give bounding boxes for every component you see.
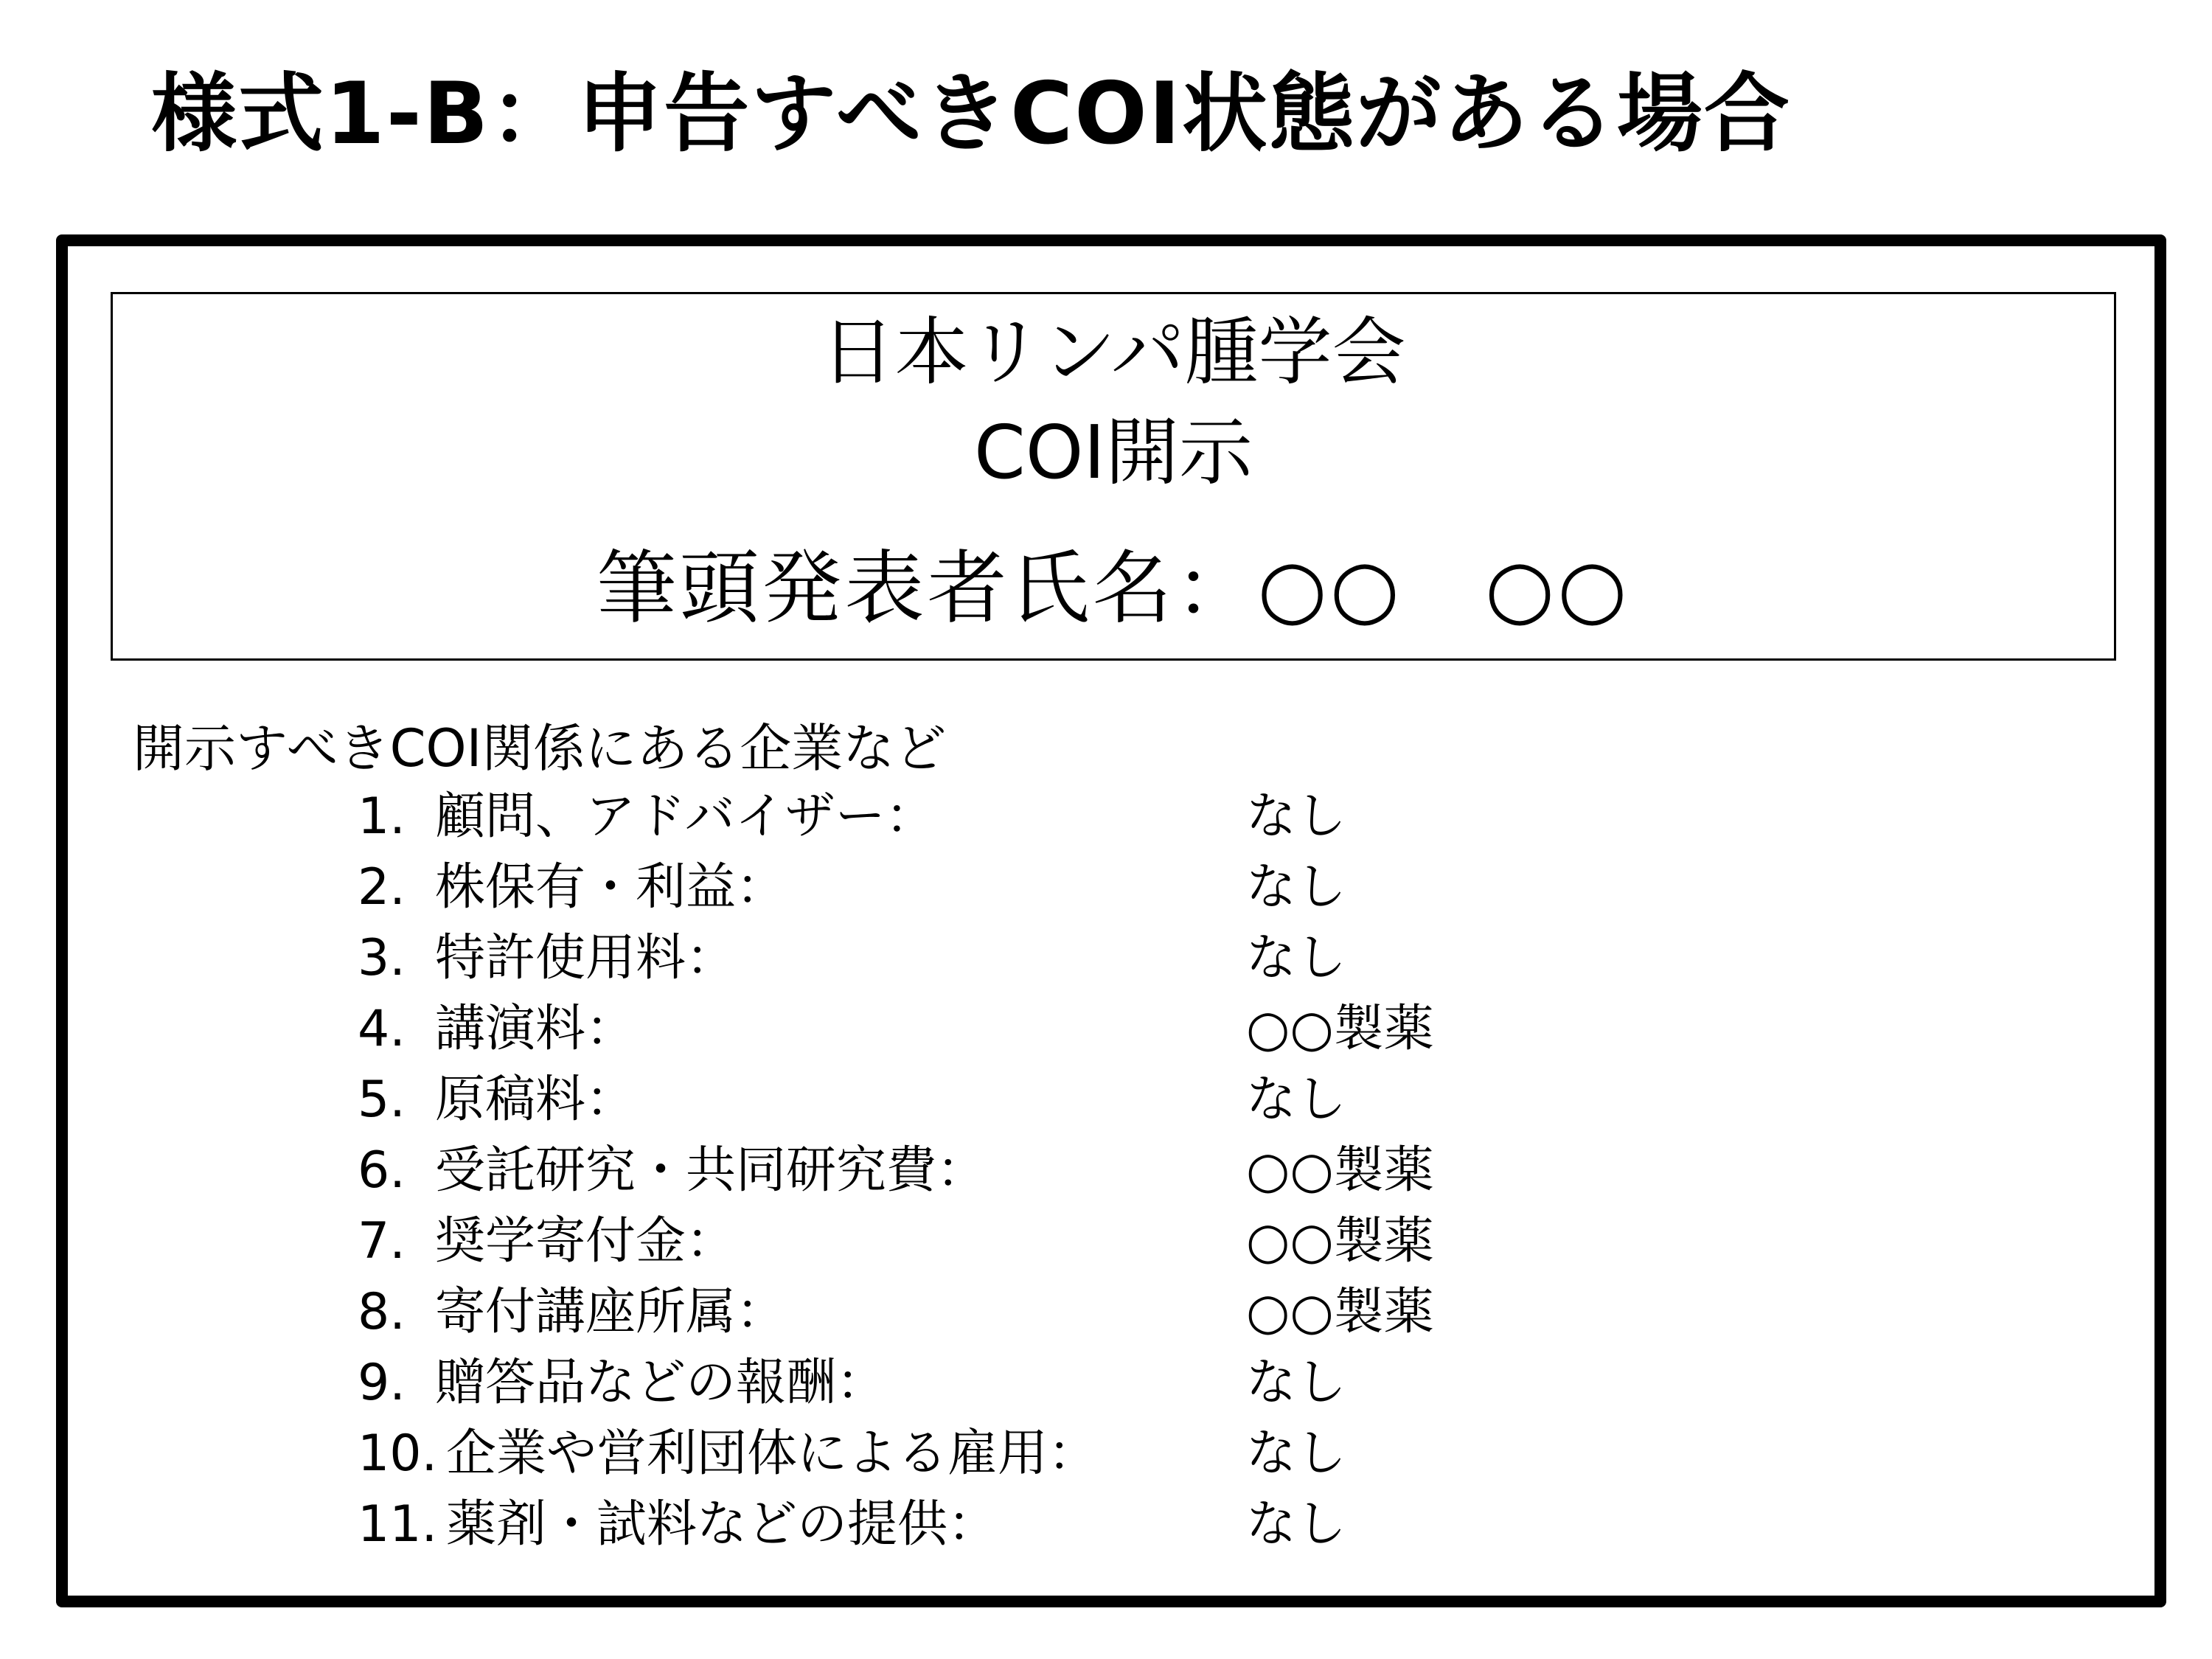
coi-item-number: 9. (358, 1354, 406, 1412)
coi-item (0, 1419, 2212, 1489)
coi-item-value: ○○製薬 (1246, 1141, 1434, 1200)
coi-item-number: 3. (358, 929, 406, 987)
coi-item (0, 1135, 2212, 1206)
coi-item-label: 企業や営利団体による雇用： (446, 1425, 1099, 1483)
coi-item-value: ○○製薬 (1246, 1212, 1434, 1270)
coi-item-value: なし (1246, 787, 1347, 846)
header-box (111, 292, 2116, 661)
coi-item (0, 1348, 2212, 1419)
coi-item-value: なし (1246, 858, 1347, 917)
coi-item-value: なし (1246, 1495, 1347, 1554)
coi-item-label: 寄付講座所属： (435, 1283, 787, 1341)
coi-item-label: 奨学寄付金： (435, 1212, 737, 1270)
coi-item (0, 1065, 2212, 1135)
coi-item (0, 994, 2212, 1065)
coi-item-label: 薬剤・試料などの提供： (446, 1495, 998, 1554)
coi-item-number: 4. (358, 1000, 406, 1058)
coi-item-number: 6. (358, 1141, 406, 1200)
coi-item (0, 852, 2212, 923)
coi-item-number: 7. (358, 1212, 406, 1270)
coi-item-label: 贈答品などの報酬： (435, 1354, 887, 1412)
page-title: 様式1-B：申告すべきCOI状態がある場合 (151, 64, 1791, 164)
coi-item (0, 782, 2212, 852)
coi-item-label: 株保有・利益： (435, 858, 787, 917)
coi-item (0, 1489, 2212, 1560)
coi-heading: COI開示 (973, 409, 1253, 495)
coi-item-number: 10. (358, 1425, 438, 1483)
coi-item-number: 5. (358, 1071, 406, 1129)
presenter-name-line: 筆頭発表者氏名：○○ ○○ (597, 543, 1630, 635)
coi-item-label: 受託研究・共同研究費： (435, 1141, 987, 1200)
section-heading: 開示すべきCOI関係にある企業など (133, 718, 947, 779)
coi-item-number: 8. (358, 1283, 406, 1341)
coi-item-label: 原稿料： (435, 1071, 636, 1129)
coi-item-value: ○○製薬 (1246, 1000, 1434, 1058)
coi-item-number: 2. (358, 858, 406, 917)
coi-item-number: 11. (358, 1495, 438, 1554)
coi-item-number: 1. (358, 787, 406, 846)
coi-item-label: 顧問、アドバイザー： (435, 787, 936, 846)
coi-item-value: なし (1246, 1354, 1347, 1412)
coi-item-value: なし (1246, 1071, 1347, 1129)
society-name: 日本リンパ腫学会 (821, 309, 1406, 395)
coi-item-value: なし (1246, 929, 1347, 987)
coi-item (0, 1277, 2212, 1348)
coi-item (0, 1206, 2212, 1277)
coi-item-label: 講演料： (435, 1000, 636, 1058)
coi-item (0, 923, 2212, 994)
coi-item-value: ○○製薬 (1246, 1283, 1434, 1341)
coi-item-value: なし (1246, 1425, 1347, 1483)
coi-item-label: 特許使用料： (435, 929, 737, 987)
